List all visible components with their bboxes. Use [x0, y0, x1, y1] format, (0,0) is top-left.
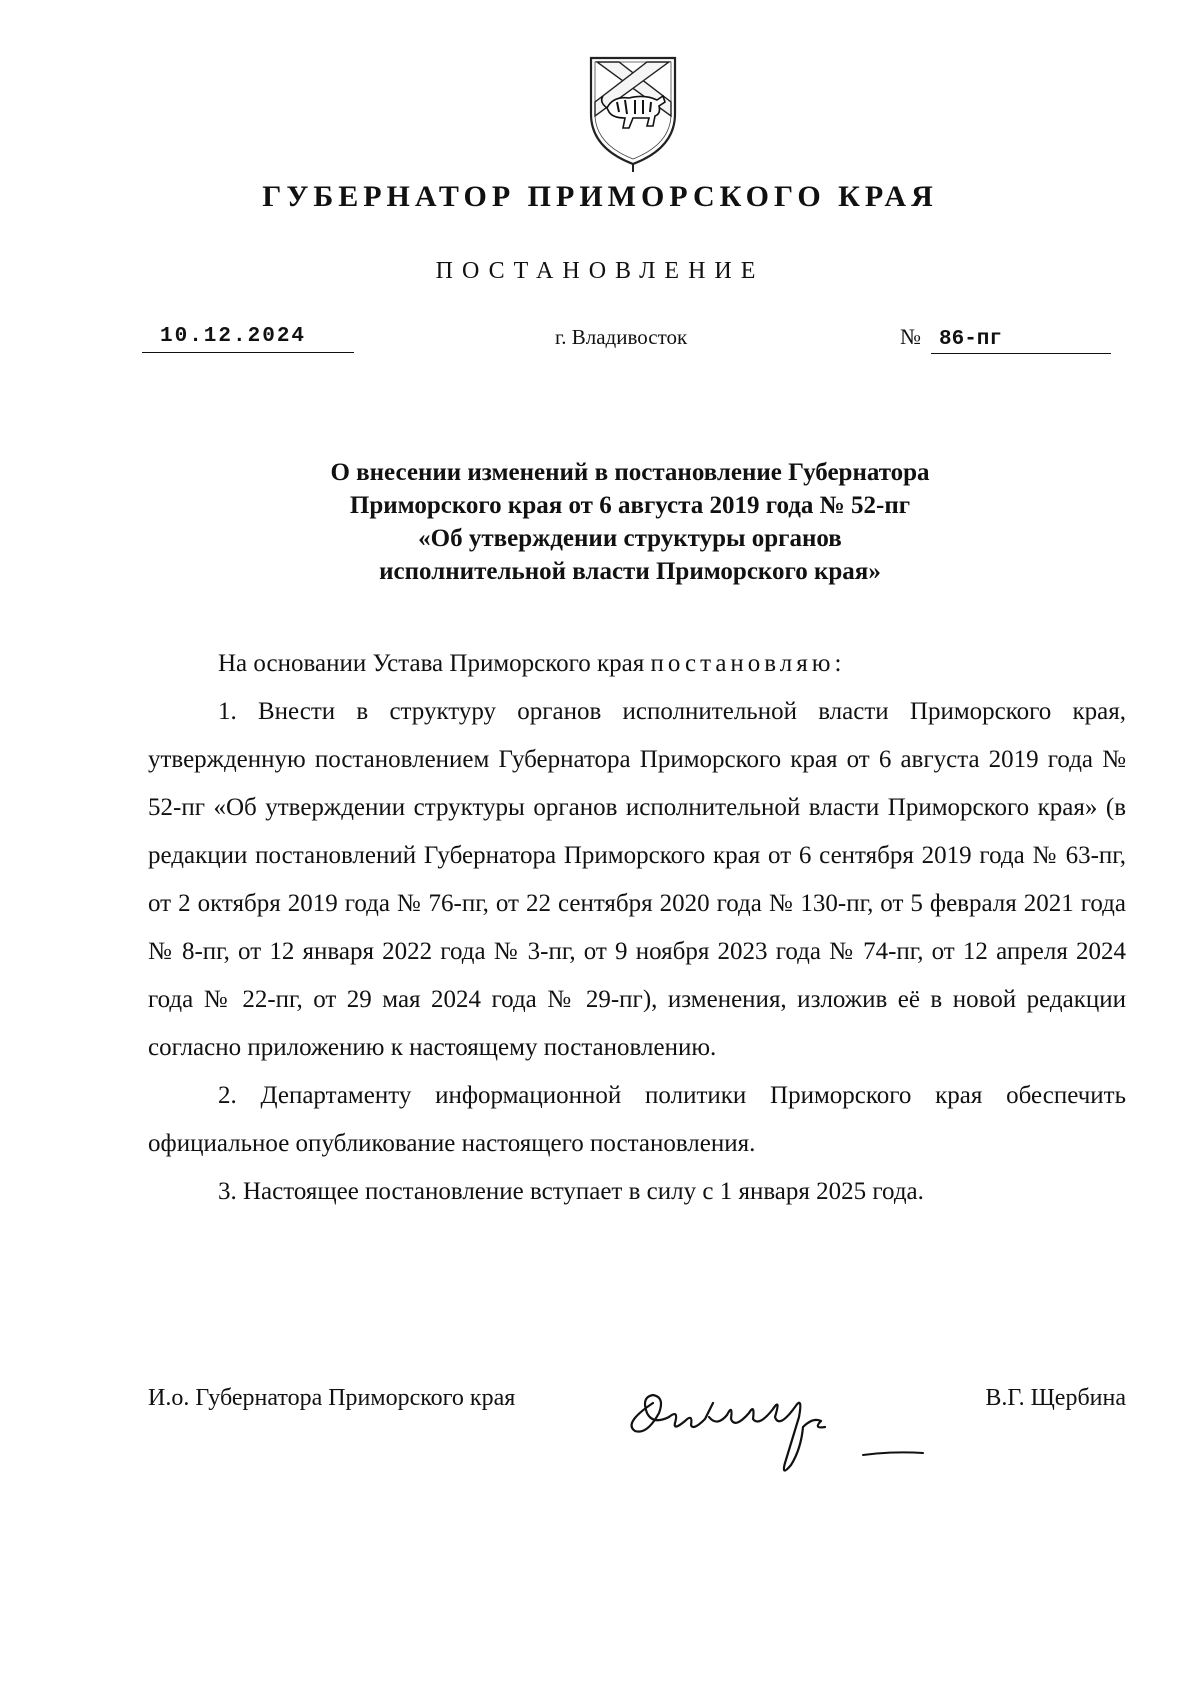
document-type: ПОСТАНОВЛЕНИЕ [435, 258, 765, 284]
document-date: 10.12.2024 [142, 324, 354, 353]
number-sign: № [900, 324, 921, 349]
document-number [900, 324, 1125, 353]
intro-text: На основании Устава Приморского края [218, 650, 651, 677]
signature-block [148, 1373, 1126, 1483]
number-value: 86-пг [931, 327, 1111, 354]
intro-paragraph [148, 640, 1126, 688]
title-line: О внесении изменений в постановление Губернатора [330, 459, 930, 486]
document-city: г. Владивосток [555, 325, 688, 349]
signatory-position: И.о. Губернатора Приморского края [148, 1385, 516, 1411]
issuer-title: ГУБЕРНАТОР ПРИМОРСКОГО КРАЯ [262, 180, 938, 213]
title-line: исполнительной власти Приморского края» [379, 558, 881, 585]
paragraph-2: 2. Департаменту информационной политики Приморского края обеспечить официальное опубликование настоящего постановления. [148, 1082, 1126, 1157]
intro-colon: : [834, 650, 842, 677]
paragraph-3: 3. Настоящее постановление вступает в силу с 1 января 2025 года. [218, 1178, 924, 1205]
document-body [148, 640, 1126, 1216]
document-title [150, 456, 1110, 588]
decree-word: постановляю [650, 650, 835, 677]
handwritten-signature [613, 1373, 943, 1483]
title-line: «Об утверждении структуры органов [418, 525, 842, 552]
coat-of-arms-icon [583, 52, 683, 174]
signatory-name: В.Г. Щербина [985, 1385, 1126, 1411]
title-line: Приморского края от 6 августа 2019 года № 52-пг [349, 492, 911, 519]
paragraph-1: 1. Внести в структуру органов исполнительной власти Приморского края, утвержденную постановлением Губернатора Приморского края от 6 августа 2019 года № 52-пг «Об утверждении структуры органов исполнительной власти Приморского края» (в редакции постановлений Губернатора Приморского края от 6 сентября 2019 года № 63-пг, от 2 октября 2019 года № 76-пг, от 22 сентября 2020 года № 130-пг, от 5 февраля 2021 года № 8-пг, от 12 января 2022 года № 3-пг, от 9 ноября 2023 года № 74-пг, от 12 апреля 2024 года № 22-пг, от 29 мая 2024 года № 29-пг), изменения, изложив её в новой редакции согласно приложению к настоящему постановлению. [148, 698, 1126, 1061]
